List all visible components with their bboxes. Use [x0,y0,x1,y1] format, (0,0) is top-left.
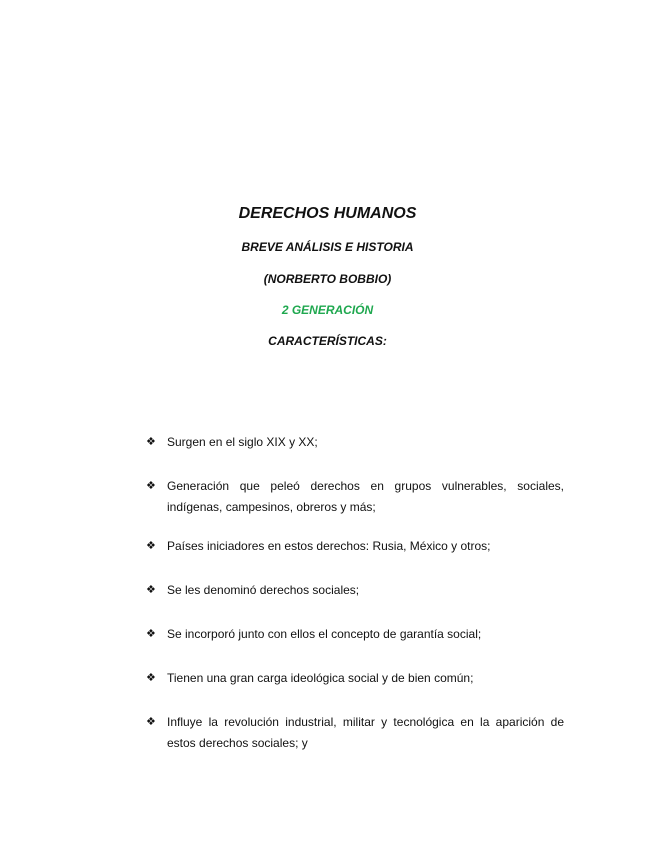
list-item [146,712,564,754]
diamond-bullet-icon: ❖ [146,436,156,448]
document-subtitle-characteristics: CARACTERÍSTICAS: [268,334,387,348]
list-item-text: Generación que peleó derechos en grupos vulnerables, sociales, indígenas, campesinos, obreros y más; [167,479,564,514]
list-item-text: Influye la revolución industrial, militar y tecnológica en la aparición de estos derechos sociales; y [167,715,564,750]
document-subtitle-analysis: BREVE ANÁLISIS E HISTORIA [241,240,414,254]
list-item-text: Surgen en el siglo XIX y XX; [167,435,318,449]
list-item [146,432,564,453]
document-title: DERECHOS HUMANOS [238,205,417,222]
diamond-bullet-icon: ❖ [146,672,156,684]
document-subtitle-author: (NORBERTO BOBBIO) [263,272,392,286]
list-item [146,668,564,689]
diamond-bullet-icon: ❖ [146,716,156,728]
characteristics-list [146,432,564,754]
diamond-bullet-icon: ❖ [146,480,156,492]
diamond-bullet-icon: ❖ [146,540,156,552]
list-item [146,536,564,557]
list-item-text: Se les denominó derechos sociales; [167,583,360,597]
list-item-text: Tienen una gran carga ideológica social y de bien común; [167,671,474,685]
document-subtitle-generation: 2 GENERACIÓN [281,303,374,317]
list-item [146,476,564,518]
diamond-bullet-icon: ❖ [146,584,156,596]
list-item [146,624,564,645]
list-item-text: Se incorporó junto con ellos el concepto de garantía social; [167,627,482,641]
list-item-text: Países iniciadores en estos derechos: Rusia, México y otros; [167,539,491,553]
diamond-bullet-icon: ❖ [146,628,156,640]
list-item [146,580,564,601]
